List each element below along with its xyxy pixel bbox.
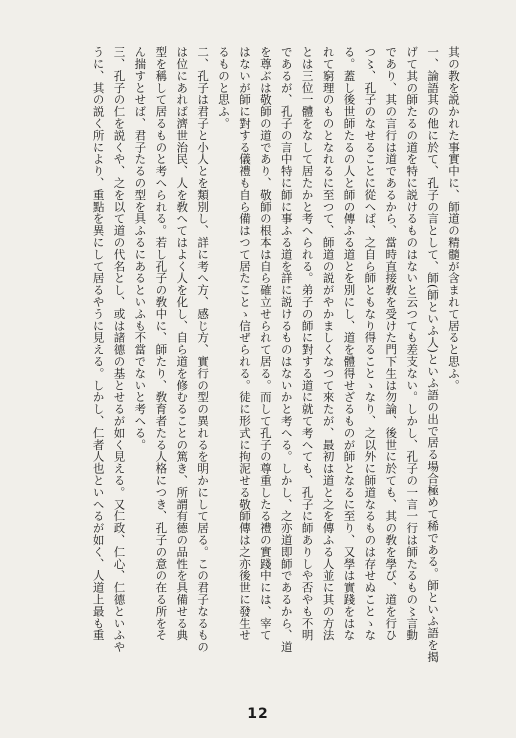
body-text bbox=[44, 46, 464, 682]
text-line: 二、孔子は君子と小人とを類別し、詳に考へ方、感じ方、實行の型の異れるを明かにして居る。この君子なるもの bbox=[196, 46, 211, 653]
text-line: るものと思ふ。 bbox=[217, 46, 232, 130]
text-line: げて其の師たるの道を特に説けるものはないと云つても差支ない。しかし、孔子の一言一行は師たるもの〻言動 bbox=[405, 46, 420, 641]
text-line: うに、其の説く所により、重點を異にして居るやうに見える。しかし、仁者人也といへるが如く、人道上最も重 bbox=[91, 46, 106, 641]
text-line: る。蓋し後世師たるの人と師の傳ふる道とを別にし、道を體得せざるものが師となるに至り、又學は實踐をはな bbox=[342, 46, 357, 641]
page-number: 12 bbox=[247, 706, 269, 722]
text-line: であるが、孔子の言中特に師に事ふる道を詳に説けるものはないかと考へる。しかし、之亦道即師であるから、道 bbox=[279, 46, 294, 653]
text-line: 三、孔子の仁を説くや、之を以て道の代名とし、或は諸德の基とせるが如く見える。又仁政、仁心、仁德といふや bbox=[112, 46, 127, 653]
text-line: は位にあれば濟世治民、人を敎へてはよく人を化し、自ら道を修むることの篤き、所謂有德の品性を具備せる典 bbox=[175, 46, 190, 641]
text-line: であり、其の言行は道であるから、當時直接敎を受けた門下生は勿論、後世に於ても、其の敎を學び、道を行ひ bbox=[384, 46, 399, 641]
text-line: ん揣すとせば、君子たるの型を具ふるにあるといふも不當でないと考へる。 bbox=[133, 46, 148, 451]
text-line: 一、論語其の他に於て、孔子の言として、師(師といふ人)といふ語の出で居る場合極めて稀である。師といふ語を揭 bbox=[426, 46, 441, 663]
text-line: とは三位一體をなして居たかと考へられる。弟子の師に對する道に就て考へても、孔子に師ありしや否やも不明 bbox=[300, 46, 315, 641]
text-line: はないが師に對する儀禮も自ら備はつて居たことゝ信ぜられる。徒に形式に拘泥せる敬師傳は之亦後世に發生せ bbox=[237, 46, 252, 641]
text-line: 型を稱して居るものと考へられる。若し孔子の敎中に、師たり、敎育者たる人格につき、孔子の意の在る所をそ bbox=[154, 46, 169, 641]
text-line: を尊ぶは敬師の道であり、敬師の根本は自ら確立せられて居る。而して孔子の尊重したる禮の實踐中には、宰て bbox=[258, 46, 273, 641]
text-line: 其の教を説かれた事實中に、師道の精髓が含まれて居ると思ふ。 bbox=[447, 46, 461, 392]
text-line: れて窮理のものとなれるに至つて、師道の説がやかましくなつて來たが、最初は道と之を傳ふる人並に其の方法 bbox=[321, 46, 336, 641]
text-line: つ〻、孔子のなせることに從へば、之自ら師ともなり得ることゝなり、之以外に師道なるものは存せぬことゝな bbox=[363, 46, 378, 641]
